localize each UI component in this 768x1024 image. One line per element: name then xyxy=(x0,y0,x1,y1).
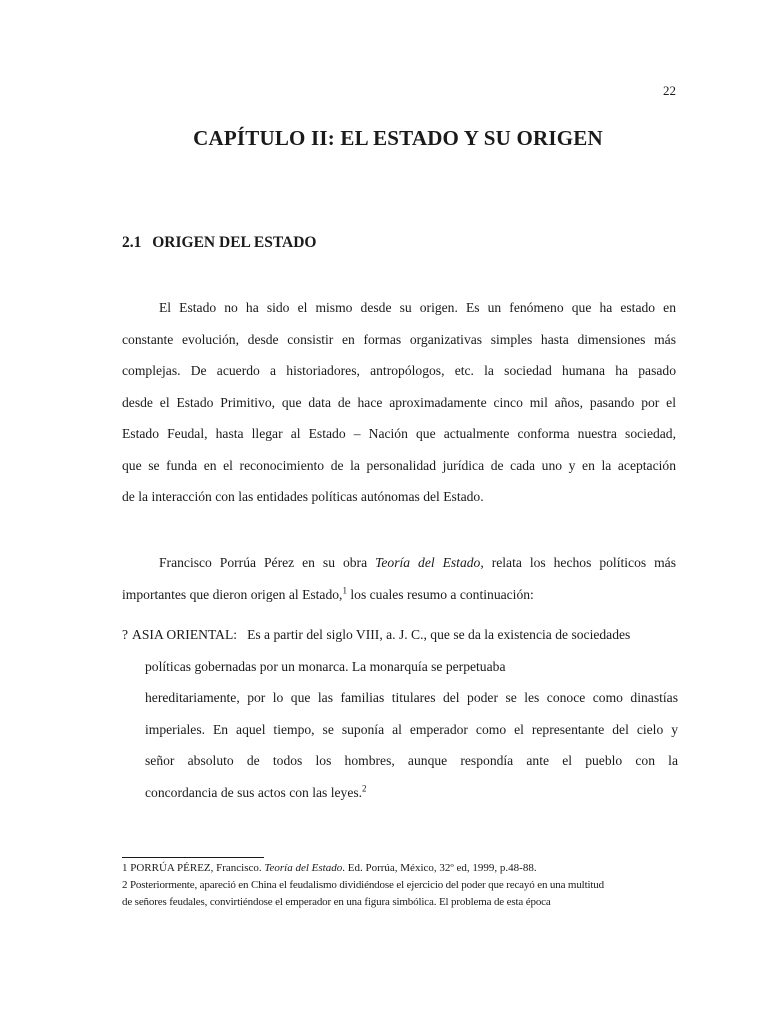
list-line xyxy=(122,619,678,651)
list-line: políticas gobernadas por un monarca. La monarquía se perpetuaba xyxy=(145,658,506,674)
book-title: Teoría del Estado xyxy=(264,862,343,874)
list-line: señor absoluto de todos los hombres, aunque respondía ante el pueblo con la xyxy=(145,753,678,769)
text-run: los cuales resumo a continuación: xyxy=(346,586,534,602)
chapter-title: CAPÍTULO II: EL ESTADO Y SU ORIGEN xyxy=(193,126,603,150)
paragraph-porrua xyxy=(122,547,676,610)
section-number: 2.1 xyxy=(122,234,142,251)
footnote-2-line: 2 Posteriormente, apareció en China el feudalismo dividiéndose el ejercicio del poder que recayó en una multitud xyxy=(122,879,605,891)
list-item-label: ASIA ORIENTAL: xyxy=(132,627,238,642)
list-line xyxy=(122,777,678,809)
section-title xyxy=(122,234,316,252)
text-run: concordancia de sus actos con las leyes. xyxy=(145,784,363,800)
list-line: imperiales. En aquel tiempo, se suponía al emperador como el representante del cielo y xyxy=(145,721,678,737)
text-run: 1 PORRÚA PÉREZ, Francisco. xyxy=(122,862,265,874)
footnote-separator xyxy=(122,857,264,858)
footnote-1 xyxy=(122,860,682,877)
bullet-glyph: ? xyxy=(122,627,129,642)
paragraph-origin xyxy=(122,292,676,513)
paragraph-line xyxy=(122,547,676,579)
text-run: Francisco Porrúa Pérez en su obra xyxy=(159,555,376,570)
footnote-ref-2: 2 xyxy=(362,783,367,794)
paragraph-line: El Estado no ha sido el mismo desde su origen. Es un fenómeno que ha estado en xyxy=(159,300,676,315)
paragraph-line: constante evolución, desde consistir en formas organizativas simples hasta dimensiones más xyxy=(122,331,676,347)
book-title: Teoría del Estado xyxy=(375,555,481,570)
list-item-asia-oriental xyxy=(122,619,678,809)
text-run: Es a partir del siglo VIII, a. J. C., que se da la existencia de sociedades xyxy=(247,627,631,642)
text-run: , relata los hechos políticos más xyxy=(480,555,677,570)
footnote-2-line: de señores feudales, convirtiéndose el emperador en una figura simbólica. El problema de esta época xyxy=(122,896,551,908)
footnotes xyxy=(122,860,682,911)
paragraph-line: que se funda en el reconocimiento de la personalidad jurídica de cada uno y en la aceptación xyxy=(122,457,676,473)
paragraph-line: desde el Estado Primitivo, que data de hace aproximadamente cinco mil años, pasando por el xyxy=(122,394,676,410)
text-run: importantes que dieron origen al Estado, xyxy=(122,586,343,602)
page-number: 22 xyxy=(663,83,676,98)
text-run: . Ed. Porrúa, México, 32º ed, 1999, p.48-88. xyxy=(342,862,537,874)
footnote-ref-1: 1 xyxy=(342,584,347,595)
paragraph-line: complejas. De acuerdo a historiadores, antropólogos, etc. la sociedad humana ha pasado xyxy=(122,363,676,378)
section-title-text: ORIGEN DEL ESTADO xyxy=(152,234,317,251)
list-line: hereditariamente, por lo que las familias titulares del poder se les conoce como dinastías xyxy=(145,690,678,706)
paragraph-line: Estado Feudal, hasta llegar al Estado – Nación que actualmente conforma nuestra sociedad, xyxy=(122,426,676,441)
paragraph-line: de la interacción con las entidades políticas autónomas del Estado. xyxy=(122,489,484,504)
paragraph-line xyxy=(122,579,676,611)
